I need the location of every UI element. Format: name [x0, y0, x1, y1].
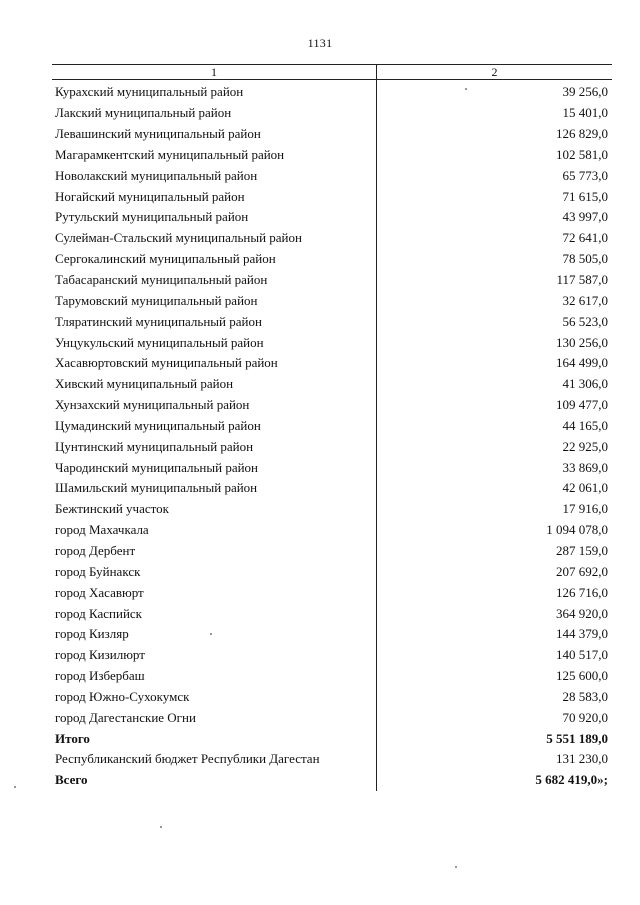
table-row — [52, 478, 612, 499]
row-value: 44 165,0 — [562, 417, 608, 433]
table-row — [52, 707, 612, 728]
table-row — [52, 186, 612, 207]
row-name: Сулейман-Стальский муниципальный район — [52, 228, 376, 249]
table-row — [52, 80, 612, 103]
row-value: 364 920,0 — [556, 605, 608, 621]
table-row — [52, 416, 612, 437]
row-value: 70 920,0 — [562, 709, 608, 725]
table-row — [52, 457, 612, 478]
row-name: Всего — [52, 770, 376, 791]
row-name: Хунзахский муниципальный район — [52, 395, 376, 416]
row-value: 22 925,0 — [562, 438, 608, 454]
table-row — [52, 124, 612, 145]
row-value: 1 094 078,0 — [546, 522, 608, 538]
table-row — [52, 374, 612, 395]
table-row — [52, 270, 612, 291]
table-row — [52, 624, 612, 645]
row-name: Чародинский муниципальный район — [52, 457, 376, 478]
row-name: Цунтинский муниципальный район — [52, 436, 376, 457]
row-name: город Дербент — [52, 541, 376, 562]
table-row — [52, 666, 612, 687]
table-row — [52, 582, 612, 603]
row-value: 126 716,0 — [556, 584, 608, 600]
row-value: 28 583,0 — [562, 688, 608, 704]
row-name: Унцукульский муниципальный район — [52, 332, 376, 353]
row-name: город Махачкала — [52, 520, 376, 541]
row-name: Табасаранский муниципальный район — [52, 270, 376, 291]
row-name: Шамильский муниципальный район — [52, 478, 376, 499]
row-name: город Кизляр — [52, 624, 376, 645]
row-value: 126 829,0 — [556, 126, 608, 142]
row-value: 207 692,0 — [556, 563, 608, 579]
table-row — [52, 499, 612, 520]
row-name: Магарамкентский муниципальный район — [52, 145, 376, 166]
row-value: 109 477,0 — [556, 397, 608, 413]
row-value: 41 306,0 — [562, 376, 608, 392]
table-row — [52, 395, 612, 416]
table-row — [52, 207, 612, 228]
row-name: Тляратинский муниципальный район — [52, 311, 376, 332]
row-value: 144 379,0 — [556, 626, 608, 642]
table-row — [52, 561, 612, 582]
row-name: город Южно-Сухокумск — [52, 686, 376, 707]
table-row — [52, 311, 612, 332]
scan-speck — [465, 88, 467, 90]
table-row — [52, 520, 612, 541]
row-name: Курахский муниципальный район — [52, 80, 376, 103]
row-name: Сергокалинский муниципальный район — [52, 249, 376, 270]
row-value: 33 869,0 — [562, 459, 608, 475]
row-name: Бежтинский участок — [52, 499, 376, 520]
row-value: 72 641,0 — [562, 230, 608, 246]
row-name: город Дагестанские Огни — [52, 707, 376, 728]
table-row — [52, 728, 612, 749]
row-value: 32 617,0 — [562, 292, 608, 308]
row-value: 130 256,0 — [556, 334, 608, 350]
row-name: Левашинский муниципальный район — [52, 124, 376, 145]
row-value: 117 587,0 — [556, 272, 608, 288]
row-name: Республиканский бюджет Республики Дагестан — [52, 749, 376, 770]
row-value: 65 773,0 — [562, 167, 608, 183]
row-name: Лакский муниципальный район — [52, 103, 376, 124]
row-name: город Хасавюрт — [52, 582, 376, 603]
row-value: 56 523,0 — [562, 313, 608, 329]
row-name: город Кизилюрт — [52, 645, 376, 666]
row-name: Хасавюртовский муниципальный район — [52, 353, 376, 374]
table-header — [52, 65, 612, 80]
row-value: 42 061,0 — [562, 480, 608, 496]
table-row — [52, 249, 612, 270]
table-row — [52, 145, 612, 166]
page-number: 1131 — [307, 36, 333, 50]
table-body — [52, 80, 612, 791]
budget-table — [52, 64, 612, 791]
scan-speck — [14, 786, 16, 788]
scan-speck — [455, 866, 457, 868]
table-header-row — [52, 65, 612, 80]
table-row — [52, 332, 612, 353]
table-row — [52, 541, 612, 562]
table-row — [52, 436, 612, 457]
column-header-2: 2 — [491, 65, 498, 79]
row-name: Новолакский муниципальный район — [52, 165, 376, 186]
row-name: город Каспийск — [52, 603, 376, 624]
row-value: 5 682 419,0»; — [535, 772, 608, 788]
row-value: 39 256,0 — [562, 84, 608, 100]
row-value: 43 997,0 — [562, 209, 608, 225]
row-value: 140 517,0 — [556, 647, 608, 663]
row-value: 131 230,0 — [556, 751, 608, 767]
row-name: Рутульский муниципальный район — [52, 207, 376, 228]
row-name: Итого — [52, 728, 376, 749]
row-name: Хивский муниципальный район — [52, 374, 376, 395]
row-value: 5 551 189,0 — [546, 730, 608, 746]
row-name: город Буйнакск — [52, 561, 376, 582]
table-row — [52, 603, 612, 624]
row-value: 125 600,0 — [556, 668, 608, 684]
table-row — [52, 770, 612, 791]
row-value: 287 159,0 — [556, 542, 608, 558]
row-name: город Избербаш — [52, 666, 376, 687]
row-name: Ногайский муниципальный район — [52, 186, 376, 207]
row-value: 15 401,0 — [562, 105, 608, 121]
row-value: 102 581,0 — [556, 146, 608, 162]
row-value: 17 916,0 — [562, 501, 608, 517]
table-row — [52, 165, 612, 186]
row-value: 71 615,0 — [562, 188, 608, 204]
scan-speck — [160, 826, 162, 828]
table-row — [52, 645, 612, 666]
table-row — [52, 749, 612, 770]
table-row — [52, 290, 612, 311]
scan-speck — [210, 633, 212, 635]
table-row — [52, 353, 612, 374]
row-name: Цумадинский муниципальный район — [52, 416, 376, 437]
row-value: 78 505,0 — [562, 251, 608, 267]
table-row — [52, 228, 612, 249]
table-row — [52, 686, 612, 707]
row-value: 164 499,0 — [556, 355, 608, 371]
column-header-1: 1 — [52, 65, 376, 80]
row-name: Тарумовский муниципальный район — [52, 290, 376, 311]
table-row — [52, 103, 612, 124]
